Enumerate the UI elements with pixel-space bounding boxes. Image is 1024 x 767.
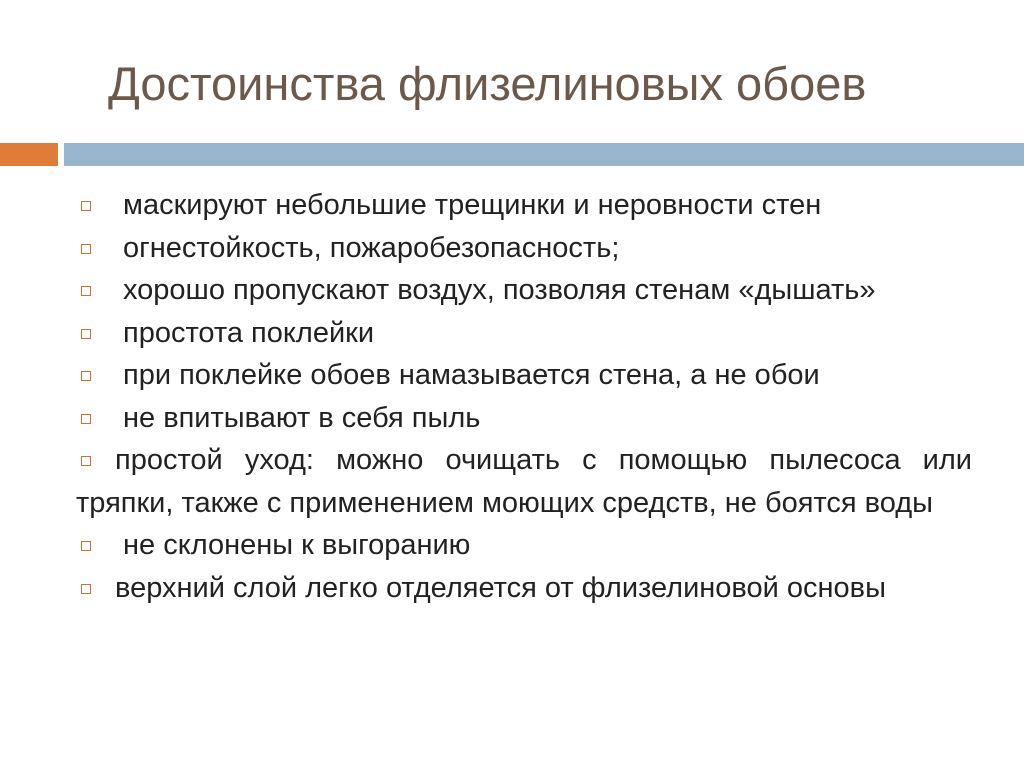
list-item [76, 567, 972, 610]
list-item-text: огнестойкость, пожаробезопасность; [123, 231, 620, 264]
hollow-square-icon [81, 371, 91, 381]
list-item [76, 269, 972, 312]
list-item [76, 397, 972, 440]
hollow-square-icon [81, 541, 91, 551]
list-item [76, 354, 972, 397]
list-item [76, 184, 972, 227]
list-item-text: простота поклейки [123, 316, 375, 349]
list-item-text: маскируют небольшие трещинки и неровности стен [123, 189, 822, 221]
list-item-text: верхний слой легко отделяется от флизелиновой основы [115, 571, 886, 604]
hollow-square-icon [81, 201, 91, 211]
hollow-square-icon [81, 584, 91, 594]
list-item-text: не впитывают в себя пыль [123, 401, 481, 434]
hollow-square-icon [81, 456, 91, 466]
list-item-text: хорошо пропускают воздух, позволяя стенам «дышать» [123, 274, 876, 306]
list-item-text: при поклейке обоев намазывается стена, а не обои [123, 359, 820, 391]
list-item-text: простой уход: можно очищать с помощью пылесоса или тряпки, также с применением моющих средств, не боятся воды [76, 444, 972, 519]
list-item [76, 227, 972, 270]
title-accent-bar [0, 143, 58, 166]
hollow-square-icon [81, 244, 91, 254]
hollow-square-icon [81, 286, 91, 296]
slide-title: Достоинства флизелиновых обоев [108, 57, 867, 110]
list-item [76, 312, 972, 355]
list-item [76, 524, 972, 567]
hollow-square-icon [81, 329, 91, 339]
hollow-square-icon [81, 414, 91, 424]
title-underline-bar [64, 143, 1024, 166]
list-item-text: не склонены к выгоранию [123, 529, 471, 561]
list-item [76, 439, 972, 524]
bullet-list [76, 184, 972, 609]
